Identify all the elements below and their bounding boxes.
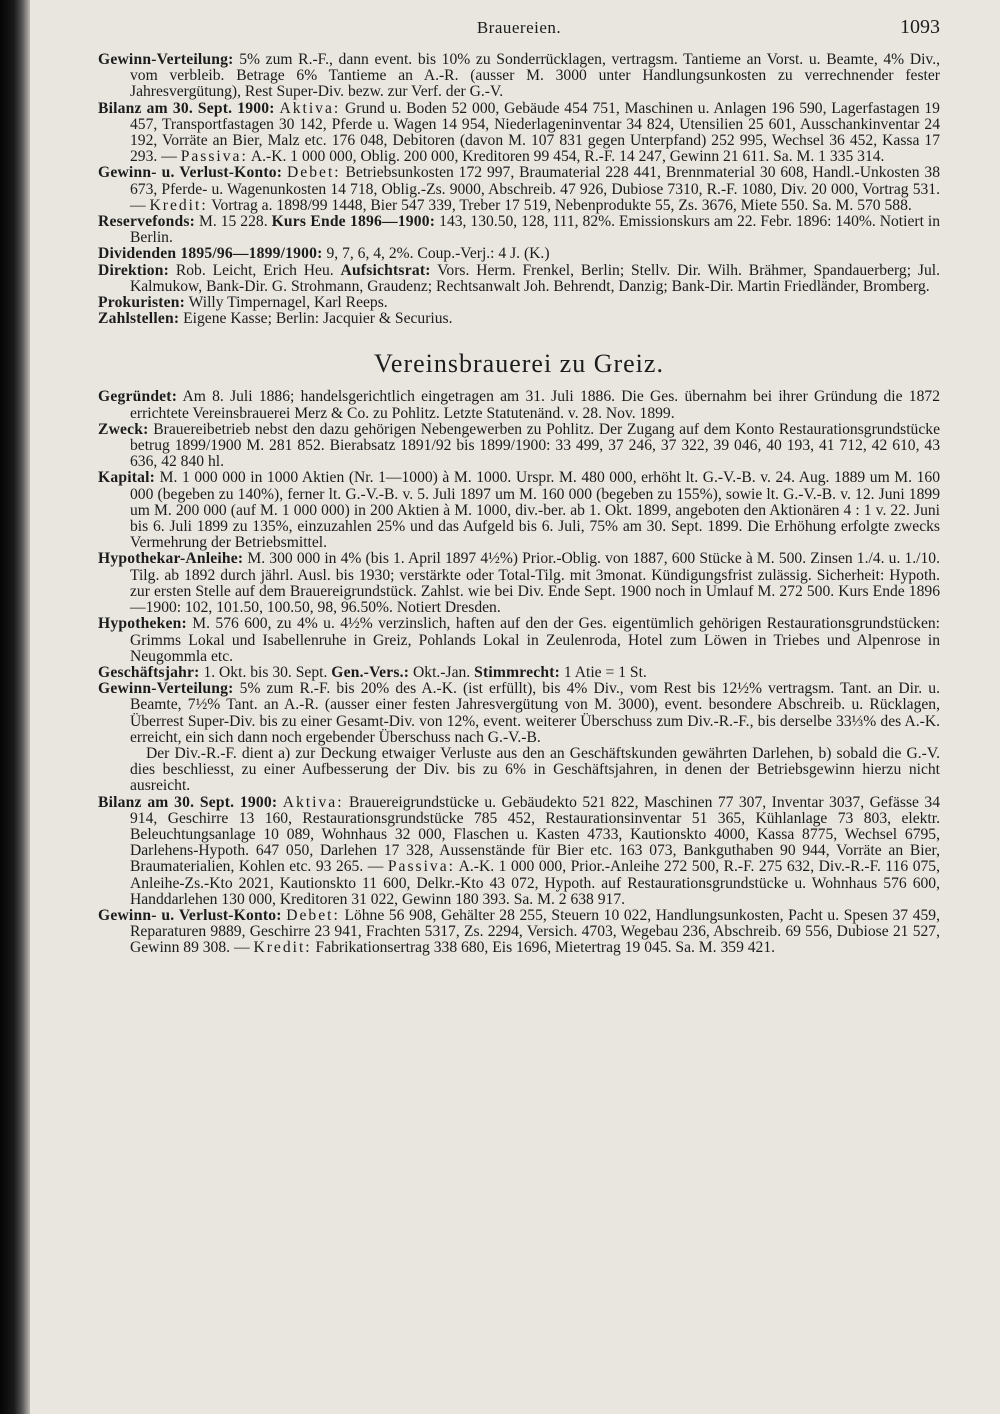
section-title: Vereinsbrauerei zu Greiz. — [374, 349, 664, 379]
entry-text: Okt.-Jan. — [413, 663, 471, 681]
entry-direktion — [98, 263, 940, 295]
entry-text: Vors. Herm. Frenkel, Berlin; Stellv. Dir. Wilh. Brähmer, Spandauerberg; Jul. Kalmukow, Bank-Dir. G. Strohmann, Graudenz; Rechtsanwalt Joh. Behrendt, Danzig; Bank-Dir. Martin Friedländer, Bromberg. — [130, 261, 940, 295]
document-page — [98, 14, 940, 957]
entry-text: A.-K. 1 000 000, Oblig. 200 000, Kreditoren 99 454, R.-F. 14 247, Gewinn 21 611. Sa. M. 1 335 314. — [250, 148, 885, 166]
entry-gewinn-verteilung — [98, 681, 940, 746]
entry-text: M. 1 000 000 in 1000 Aktien (Nr. 1—1000) à M. 1000. Urspr. M. 480 000, erhöht lt. G.-V.-B. v. 24. Aug. 1889 um M. 160 000 (begeben zu 140%), ferner lt. G.-V.-B. v. 5. Juli 1897 um M. 160 000 (begeben zu 155%), sowie lt. G.-V.-B. v. 12. Juni 1899 um M. 200 000 (auf M. 1 000 000) in 200 Aktien à M. 1000, div.-ber. ab 1. Okt. 1899, angeboten den Aktionären 4 : 1 v. 22. Juni bis 6. Juli 1899 zu 135%, einzuzahlen 25% und das Aufgeld bis 6. Juli, 75% am 30. Sept. 1899. Die Erhöhung erfolgte zwecks Vermehrung der Betriebsmittel. — [130, 469, 940, 552]
page-number: 1093 — [900, 16, 940, 38]
entry-sublabel-debet: Debet: — [287, 164, 341, 182]
entry-text: Am 8. Juli 1886; handelsgerichtlich eingetragen am 31. Juli 1886. Die Ges. übernahm bei ihrer Gründung die 1872 errichtete Vereinsbrauerei Merz & Co. zu Pohlitz. Letzte Statutenänd. v. 28. Nov. 1899. — [130, 388, 940, 422]
entry-label-stimmrecht: Stimmrecht: — [474, 663, 561, 681]
entry-sublabel-passiva: Passiva: — [387, 858, 455, 876]
entry-sublabel-passiva: Passiva: — [180, 148, 248, 166]
entry-text: M. 300 000 in 4% (bis 1. April 1897 4½%) Prior.-Oblig. von 1887, 600 Stücke à M. 500. Zinsen 1./4. u. 1./10. Tilg. ab 1892 durch jährl. Ausl. bis 1930; verstärkte oder Total-Tilg. mit 3monat. Kündigungsfrist zulässig. Sicherheit: Hypoth. zur ersten Stelle auf dem Brauereigrundstück. Zahlst. wie bei Div. Ende Sept. 1900 noch in Umlauf M. 272 500. Kurs Ende 1896—1900: 102, 101.50, 100.50, 98, 96.50%. Notiert Dresden. — [130, 550, 940, 617]
entry-label: Gewinn-Verteilung: — [98, 680, 234, 698]
previous-company-block — [98, 52, 940, 327]
running-header — [98, 14, 940, 50]
company-block-greiz — [98, 389, 940, 956]
entry-gewinn-verlust — [98, 908, 940, 957]
entry-hypotheken — [98, 616, 940, 665]
entry-text: Löhne 56 908, Gehälter 28 255, Steuern 10 022, Handlungsunkosten, Pacht u. Spesen 37 459, Reparaturen 9889, Geschirre 23 941, Frachten 5317, Zs. 2294, Versich. 4703, Wegebau 236, Abschreib. 69 556, Dubiose 21 527, Gewinn 89 308. — — [130, 906, 940, 957]
entry-text: Willy Timpernagel, Karl Reeps. — [188, 294, 388, 312]
entry-bilanz — [98, 101, 940, 166]
entry-text: Vortrag a. 1898/99 1448, Bier 547 339, Treber 17 519, Nebenprodukte 55, Zs. 3676, Miete 550. Sa. M. 570 588. — [211, 196, 912, 214]
running-title: Brauereien. — [476, 18, 562, 37]
entry-sublabel-aktiva: Aktiva: — [282, 793, 344, 811]
entry-label: Kapital: — [98, 469, 156, 487]
entry-text: 1. Okt. bis 30. Sept. — [203, 663, 328, 681]
entry-label: Hypothekar-Anleihe: — [98, 550, 244, 568]
entry-text: Der Div.-R.-F. dient a) zur Deckung etwaiger Verluste aus den an Geschäftskunden gewährten Darlehen, b) sobald die G.-V. dies beschliesst, zu einer Aufbesserung der Div. bis zu 6% in Geschäftsjahren, in denen der Betriebsgewinn hierzu nicht ausreicht. — [130, 744, 940, 795]
entry-text: Rob. Leicht, Erich Heu. — [175, 261, 334, 279]
entry-zahlstellen — [98, 311, 940, 327]
entry-bilanz — [98, 795, 940, 908]
entry-dividenden — [98, 246, 940, 262]
entry-text: Betriebsunkosten 172 997, Braumaterial 228 441, Brennmaterial 30 608, Handl.-Unkosten 38 673, Pferde- u. Wagenunkosten 14 718, Oblig.-Zs. 9000, Abschreib. 47 926, Dubiose 7310, R.-F. 1080, Div. 20 000, Vortrag 531. — — [130, 164, 940, 214]
entry-label: Prokuristen: — [98, 294, 186, 312]
entry-geschaeftsjahr — [98, 665, 940, 681]
entry-hypothekar-anleihe — [98, 551, 940, 616]
entry-label: Direktion: — [98, 261, 170, 279]
entry-prokuristen — [98, 295, 940, 311]
entry-label: Gewinn-Verteilung: — [98, 51, 234, 68]
entry-text: 5% zum R.-F. bis 20% des A.-K. (ist erfüllt), bis 4% Div., vom Rest bis 12½% vertragsm. Tant. an Dir. u. Beamte, 7½% Tant. an A.-R. (ausser einer festen Jahresvergütung von M. 3000), event. besondere Abschreib. u. Rücklagen, Überrest Super-Div. bis zu einer Gesamt-Div. von 12%, event. weiterer Überschuss zum Div.-R.-F., bis derselbe 33⅓% des A.-K. erreicht, ein sich dann noch ergebender Überschuss nach G.-V.-B. — [130, 680, 940, 746]
entry-reservefonds — [98, 214, 940, 246]
entry-label: Gewinn- u. Verlust-Konto: — [98, 906, 282, 924]
entry-text: Brauereigrundstücke u. Gebäudekto 521 822, Maschinen 77 307, Inventar 3037, Gefässe 34 914, Geschirre 13 160, Restaurationsgrundstücke 785 452, Restaurationsinventar 51 365, Kühlanlage 73 803, elektr. Beleuchtungsanlage 10 089, Wohnhaus 32 000, Flaschen u. Kasten 4733, Kautionskto 4000, Kassa 8775, Wechsel 6795, Darlehens-Hypoth. 647 050, Darlehen 17 328, Aussenstände für Bier etc. 163 073, Bankguthaben 90 944, Vorräte an Bier, Braumaterialien, Kohlen etc. 93 265. — — [130, 793, 940, 876]
entry-sublabel-aktiva: Aktiva: — [279, 99, 341, 117]
entry-text: 9, 7, 6, 4, 2%. Coup.-Verj.: 4 J. (K.) — [326, 245, 550, 263]
entry-gewinn-verteilung-cont — [98, 746, 940, 795]
entry-label-kurs: Kurs Ende 1896—1900: — [271, 213, 436, 231]
entry-label: Reservefonds: — [98, 213, 196, 231]
entry-kapital — [98, 470, 940, 551]
entry-gewinn-verlust — [98, 165, 940, 214]
entry-text: 143, 130.50, 128, 111, 82%. Emissionskurs am 22. Febr. 1896: 140%. Notiert in Berlin. — [130, 213, 941, 247]
entry-gegruendet — [98, 389, 940, 421]
entry-label: Zahlstellen: — [98, 310, 180, 328]
entry-label: Bilanz am 30. Sept. 1900: — [98, 793, 278, 811]
book-spine-shadow — [0, 0, 30, 1414]
entry-sublabel-kredit: Kredit: — [149, 196, 208, 214]
entry-sublabel-debet: Debet: — [286, 906, 340, 924]
entry-text: A.-K. 1 000 000, Prior.-Anleihe 272 500, R.-F. 275 632, Div.-R.-F. 116 075, Anleihe-Zs.-Kto 2021, Kautionskto 11 600, Delkr.-Kto 43 072, Hypoth. auf Restaurationsgrundstücke u. Wohnhaus 576 600, Handdarlehen 130 000, Kreditoren 31 022, Gewinn 180 393. Sa. M. 2 638 917. — [130, 858, 941, 908]
entry-text: M. 576 600, zu 4% u. 4½% verzinslich, haften auf den der Ges. eigentümlich gehörigen Restaurationsgrundstücken: Grimms Lokal und Isabellenruhe in Greiz, Pohlands Lokal in Zeulenroda, Hotel zum Löwen in Triebes und Alpenrose in Neugommla etc. — [130, 615, 941, 665]
entry-text: 5% zum R.-F., dann event. bis 10% zu Sonderrücklagen, vertragsm. Tantieme an Vorst. u. Beamte, 4% Div., vom verbleib. Betrage 6% Tantieme an A.-R. (ausser M. 3000 unter Handlungsunkosten zu verrechnender fester Jahresvergütung), Rest Super-Div. bezw. zur Verf. der G.-V. — [130, 51, 940, 101]
entry-label-gen-vers: Gen.-Vers.: — [331, 663, 410, 681]
entry-text: Eigene Kasse; Berlin: Jacquier & Securius. — [183, 310, 453, 328]
entry-label: Geschäftsjahr: — [98, 663, 200, 681]
entry-text: Brauereibetrieb nebst den dazu gehörigen Nebengewerben zu Pohlitz. Der Zugang auf dem Konto Restaurationsgrundstücke betrug 1899/1900 M. 281 852. Bierabsatz 1891/92 bis 1899/1900: 33 499, 37 246, 37 322, 39 046, 40 193, 41 712, 42 610, 43 636, 42 840 hl. — [130, 420, 940, 471]
entry-label: Zweck: — [98, 420, 149, 438]
entry-label: Hypotheken: — [98, 615, 187, 633]
entry-sublabel-kredit: Kredit: — [253, 939, 312, 957]
entry-zweck — [98, 422, 940, 471]
entry-label: Bilanz am 30. Sept. 1900: — [98, 99, 275, 117]
entry-text: 1 Atie = 1 St. — [563, 663, 647, 681]
entry-label: Gewinn- u. Verlust-Konto: — [98, 164, 283, 182]
entry-label: Gegründet: — [98, 388, 178, 406]
entry-text: M. 15 228. — [199, 213, 268, 231]
entry-label-aufsichtsrat: Aufsichtsrat: — [340, 261, 431, 279]
entry-gewinn-verteilung — [98, 52, 940, 101]
entry-label: Dividenden 1895/96—1899/1900: — [98, 245, 323, 263]
entry-text: Grund u. Boden 52 000, Gebäude 454 751, Maschinen u. Anlagen 196 590, Lagerfastagen 19 457, Transportfastagen 30 142, Pferde u. Wagen 14 954, Niederlageninventar 34 824, Utensilien 25 601, Ausschankinventar 24 192, Vorräte an Bier, Malz etc. 176 048, Debitoren (davon M. 107 831 gegen Unterpfand) 252 995, Wechsel 36 452, Kassa 17 293. — — [130, 99, 940, 166]
entry-text: Fabrikationsertrag 338 680, Eis 1696, Mietertrag 19 045. Sa. M. 359 421. — [315, 939, 776, 957]
